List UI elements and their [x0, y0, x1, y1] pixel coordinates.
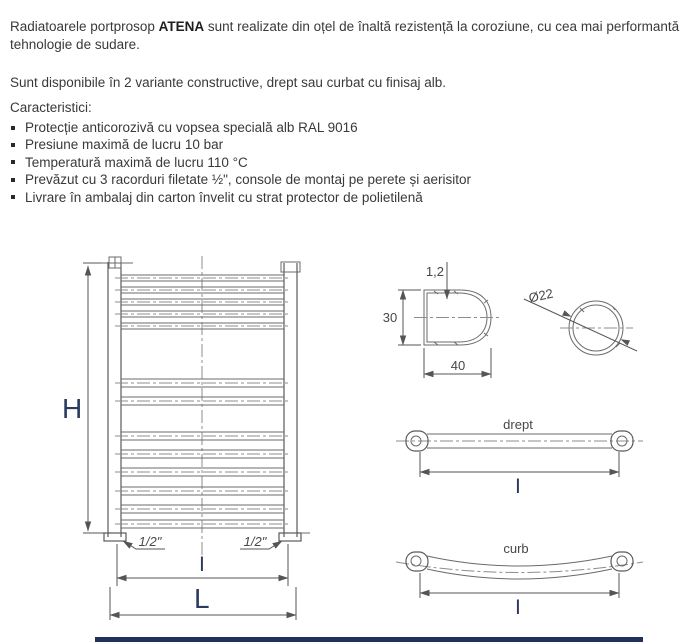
outer-width-label: L	[194, 583, 210, 614]
air-vent-icon	[101, 257, 133, 268]
outer-width-dimension	[110, 583, 296, 620]
wall-thickness-label: 1,2	[425, 264, 444, 279]
curved-length-dimension	[420, 573, 619, 619]
intro-paragraph-1	[10, 18, 694, 54]
characteristic-item: Presiune maximă de lucru 10 bar	[10, 136, 690, 153]
curved-variant-drawing	[396, 541, 643, 619]
collector-section-drawing	[524, 286, 637, 355]
curved-variant-label: curb	[503, 541, 529, 556]
curved-left-fitting-hole	[411, 556, 421, 566]
characteristic-item: Prevăzut cu 3 racorduri filetate ½", console de montaj pe perete și aerisitor	[10, 171, 690, 188]
curved-right-fitting-hole	[617, 556, 627, 566]
bullet-square-icon	[11, 178, 15, 182]
characteristics-list	[10, 119, 690, 206]
straight-variant-drawing	[396, 417, 643, 498]
technical-drawings	[0, 242, 700, 642]
curved-length-label: I	[515, 596, 521, 619]
left-connection-callout	[123, 534, 165, 549]
intro-text-after: sunt realizate din oțel de înaltă rezistență la coroziune, cu cea mai performantă tehnologie de sudare.	[10, 18, 680, 52]
curved-center-axis	[396, 562, 643, 573]
characteristic-item: Livrare în ambalaj din carton învelit cu strat protector de polietilenă	[10, 189, 690, 206]
height-dimension-label: H	[62, 393, 83, 424]
section-width-label: 40	[450, 358, 466, 373]
bullet-square-icon	[11, 126, 15, 130]
characteristic-item: Protecție anticorozivă cu vopsea specială alb RAL 9016	[10, 119, 690, 136]
curved-tube	[427, 556, 612, 579]
right-connection-stub	[279, 533, 301, 541]
right-connection-label: 1/2"	[243, 534, 267, 549]
inner-width-label: I	[199, 553, 205, 576]
bullet-square-icon	[11, 143, 15, 147]
diameter-label: Ø22	[527, 285, 555, 306]
section-width-dimension	[424, 348, 491, 378]
characteristics-title: Caracteristici:	[10, 100, 92, 115]
characteristic-item: Temperatură maximă de lucru 110 °C	[10, 154, 690, 171]
straight-length-label: I	[515, 475, 521, 498]
table-header-strip	[95, 637, 643, 642]
intro-text-before: Radiatoarele portprosop	[10, 18, 159, 34]
front-view-drawing	[62, 256, 310, 620]
right-connection-callout	[240, 534, 282, 549]
left-connection-stub	[104, 533, 126, 541]
straight-variant-label: drept	[503, 417, 533, 432]
intro-paragraph-2: Sunt disponibile în 2 variante constructive, drept sau curbat cu finisaj alb.	[10, 74, 446, 90]
height-dimension	[62, 263, 112, 533]
bullet-square-icon	[11, 195, 15, 199]
bullet-square-icon	[11, 160, 15, 164]
section-height-label: 30	[382, 310, 398, 325]
left-connection-label: 1/2"	[138, 534, 162, 549]
product-name: ATENA	[158, 18, 205, 34]
curved-right-fitting	[611, 552, 633, 571]
straight-length-dimension	[420, 452, 619, 498]
tube-section-drawing	[383, 262, 500, 378]
curved-left-fitting	[406, 552, 428, 571]
